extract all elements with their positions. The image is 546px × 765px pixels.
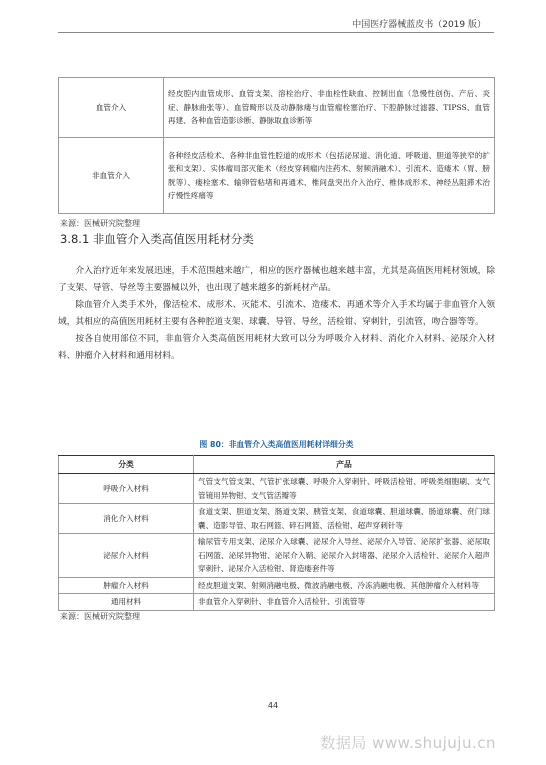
table-cell-products: 非血管介入穿刺针、非血管介入活检针、引流管等 [194,594,495,611]
table-row [59,474,495,504]
table-row [59,594,495,611]
section-heading: 3.8.1 非血管介入类高值医用耗材分类 [60,232,254,246]
table-cell-content: 各种经皮活检术、各种非血管性腔道的成形术（包括泌尿道、消化道、呼吸道、胆道等狭窄的扩张和支架）、实体瘤局部灭能术（经皮穿刺瘤内注药术、射频消融术）、引流术、造瘘术（胃、膀胱等）、瘘栓塞术、输卵管粘堵和再通术、椎间盘突出介入治疗、椎体成形术、神经丛阻滞术治疗慢性疼痛等 [164,138,495,214]
table-cell-category: 非血管介入 [59,138,164,214]
table-caption: 图 80：非血管介入类高值医用耗材详细分类 [199,440,354,449]
table-caption-row [59,436,495,455]
paragraph: 除血管介入类手术外，像活检术、成形术、灭能术、引流术、造瘘术、再通术等介入手术均属于非血管介入领域，其相应的高值医用耗材主要有各种腔道支架、球囊、导管、导丝，活检钳、穿刺针，引流管，吻合器等等。 [58,300,495,327]
non-vascular-materials-table [58,436,495,611]
table-cell-category: 血管介入 [59,78,164,138]
table-cell-category: 通用材料 [59,594,194,611]
vascular-intervention-table [58,77,495,214]
table-row [59,138,495,214]
table-cell-products: 气管支气管支架、气管扩张球囊、呼吸介入穿刺针、呼吸活检钳、呼吸类细胞刷、支气管镜用异物钳、支气管活瓣等 [194,474,495,504]
column-header-products: 产品 [194,455,495,474]
table-cell-category: 消化介入材料 [59,504,194,534]
table2-source-note: 来源：医械研究院整理 [60,612,140,621]
table-cell-products: 输尿管专用支架、泌尿介入球囊、泌尿介入导丝、泌尿介入导管、泌尿扩张器、泌尿取石网篮、泌尿异物钳、泌尿介入鞘、泌尿介入封堵器、泌尿介入活检针、泌尿介入超声穿刺针、泌尿介入活检钳、肾造瘘套件等 [194,534,495,578]
table-cell-category: 泌尿介入材料 [59,534,194,578]
page-header-title: 中国医疗器械蓝皮书（2019 版） [352,20,486,30]
table-row [59,534,495,578]
table-row [59,504,495,534]
table-row [59,78,495,138]
column-header-category: 分类 [59,455,194,474]
header-divider [58,32,494,33]
table-cell-content: 经皮腔内血管成形、血管支架、溶栓治疗、非血栓性缺血、控制出血（急慢性创伤、产后、炎症、静脉曲张等）、血管畸形以及动静脉瘘与血管瘤栓塞治疗、下腔静脉过滤器、TIPSS、血管再建、各种血管造影诊断、静脉取血诊断等 [164,78,495,138]
table1-source-note: 来源：医械研究院整理 [60,219,140,228]
table-row [59,577,495,594]
paragraph: 介入治疗近年来发展迅速，手术范围越来越广，相应的医疗器械也越来越丰富，尤其是高值医用耗材领域，除了支架、导管、导丝等主要器械以外，也出现了越来越多的新耗材产品。 [58,266,495,293]
table-header-row [59,455,495,474]
watermark-text: 数据局 www.shujuju.cn [320,734,496,752]
table-cell-category: 肿瘤介入材料 [59,577,194,594]
table-cell-category: 呼吸介入材料 [59,474,194,504]
table-cell-products: 食道支架、胆道支架、肠道支架、胰管支架、食道球囊、胆道球囊、肠道球囊、贲门球囊、造影导管、取石网篮、碎石网篮、活检钳、超声穿刺针等 [194,504,495,534]
page-number: 44 [267,701,279,710]
paragraph: 按各自使用部位不同，非血管介入类高值医用耗材大致可以分为呼吸介入材料、消化介入材料、泌尿介入材料、肿瘤介入材料和通用材料。 [58,334,495,361]
table-cell-products: 经皮胆道支架、射频消融电极、微波消融电极、冷冻消融电极、其他肿瘤介入材料等 [194,577,495,594]
body-paragraphs [58,263,495,365]
